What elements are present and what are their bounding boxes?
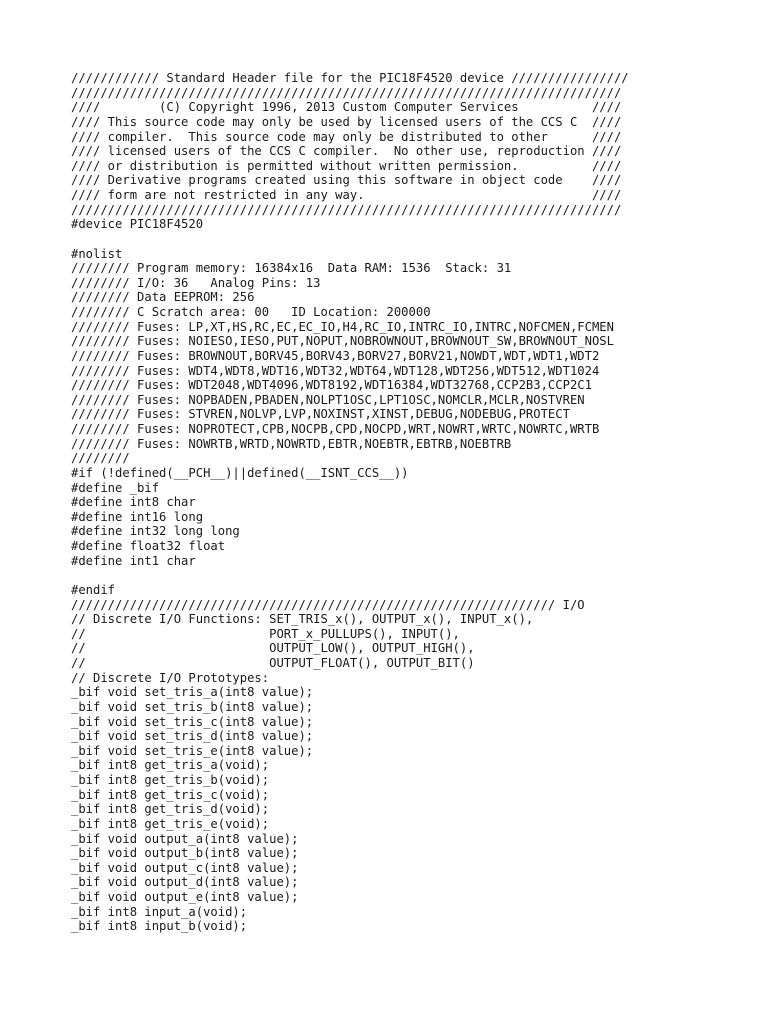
code-line: //////// I/O: 36 Analog Pins: 13 (71, 275, 321, 290)
code-line (71, 232, 629, 247)
code-line: _bif void output_b(int8 value); (71, 846, 299, 861)
code-line: /////////////////////////////////////////////////////////////////////////// (71, 202, 622, 217)
code-line: #define int16 long (71, 509, 204, 524)
code-line: //////// Fuses: NOIESO,IESO,PUT,NOPUT,NOBROWNOUT,BROWNOUT_SW,BROWNOUT_NOSL (71, 334, 614, 349)
code-line: //////// Fuses: LP,XT,HS,RC,EC,EC_IO,H4,RC_IO,INTRC_IO,INTRC,NOFCMEN,FCMEN (71, 319, 614, 334)
code-line: #endif (71, 582, 116, 597)
code-line: //////// (71, 451, 130, 466)
code-line: _bif void set_tris_e(int8 value); (71, 743, 314, 758)
code-line: _bif int8 input_a(void); (71, 904, 248, 919)
code-line: /////////////////////////////////////////////////////////////////////////// (71, 85, 622, 100)
code-line: _bif void set_tris_a(int8 value); (71, 685, 314, 700)
code-line: //// (C) Copyright 1996, 2013 Custom Computer Services //// (71, 100, 622, 115)
code-line: //////// Fuses: NOPBADEN,PBADEN,NOLPT1OSC,LPT1OSC,NOMCLR,MCLR,NOSTVREN (71, 392, 585, 407)
code-line: //// or distribution is permitted without written permission. //// (71, 158, 622, 173)
code-line: //// form are not restricted in any way. //// (71, 188, 622, 202)
source-code-block (71, 71, 629, 934)
code-line: #define int1 char (71, 553, 196, 568)
code-line: #define int32 long long (71, 524, 240, 539)
code-line: _bif void set_tris_d(int8 value); (71, 729, 314, 744)
code-line: //// Derivative programs created using this software in object code //// (71, 173, 622, 188)
code-line: //////// Fuses: WDT2048,WDT4096,WDT8192,WDT16384,WDT32768,CCP2B3,CCP2C1 (71, 378, 592, 393)
code-line: //////// Fuses: WDT4,WDT8,WDT16,WDT32,WDT64,WDT128,WDT256,WDT512,WDT1024 (71, 363, 600, 378)
code-line: #define int8 char (71, 495, 196, 510)
code-line: //////// Fuses: BROWNOUT,BORV45,BORV43,BORV27,BORV21,NOWDT,WDT,WDT1,WDT2 (71, 348, 600, 363)
code-line: _bif void set_tris_b(int8 value); (71, 699, 314, 714)
code-line: // Discrete I/O Prototypes: (71, 670, 270, 685)
code-line: _bif int8 get_tris_b(void); (71, 773, 270, 787)
code-line: // OUTPUT_LOW(), OUTPUT_HIGH(), (71, 641, 475, 656)
code-line: _bif void set_tris_c(int8 value); (71, 714, 314, 729)
code-line: _bif void output_e(int8 value); (71, 890, 299, 904)
code-line: //////////// Standard Header file for the PIC18F4520 device //////////////// (71, 71, 629, 85)
code-line: //// This source code may only be used by licensed users of the CCS C //// (71, 114, 622, 129)
code-line: _bif int8 get_tris_c(void); (71, 787, 270, 802)
code-line: //////// Data EEPROM: 256 (71, 290, 255, 305)
code-line: _bif void output_a(int8 value); (71, 831, 299, 846)
code-line: #device PIC18F4520 (71, 217, 204, 232)
code-line: //////// Fuses: NOPROTECT,CPB,NOCPB,CPD,NOCPD,WRT,NOWRT,WRTC,NOWRTC,WRTB (71, 422, 600, 436)
code-line: //////// Fuses: NOWRTB,WRTD,NOWRTD,EBTR,NOEBTR,EBTRB,NOEBTRB (71, 436, 512, 451)
code-line: _bif int8 input_b(void); (71, 919, 248, 934)
code-line: _bif int8 get_tris_a(void); (71, 758, 270, 773)
code-line: //////// C Scratch area: 00 ID Location: 200000 (71, 305, 431, 319)
code-line: _bif int8 get_tris_e(void); (71, 816, 270, 831)
code-line: _bif void output_d(int8 value); (71, 875, 299, 890)
code-line: #if (!defined(__PCH__)||defined(__ISNT_CCS__)) (71, 465, 409, 480)
code-line: ////////////////////////////////////////////////////////////////// I/O (71, 597, 585, 612)
code-line: //// licensed users of the CCS C compiler. No other use, reproduction //// (71, 144, 622, 159)
code-line: //////// Fuses: STVREN,NOLVP,LVP,NOXINST,XINST,DEBUG,NODEBUG,PROTECT (71, 407, 570, 422)
code-line: #define _bif (71, 480, 160, 495)
code-line: _bif void output_c(int8 value); (71, 860, 299, 875)
code-line: #define float32 float (71, 539, 226, 553)
code-line: _bif int8 get_tris_d(void); (71, 802, 270, 817)
code-line: #nolist (71, 246, 123, 261)
code-line (71, 568, 629, 583)
code-line: // Discrete I/O Functions: SET_TRIS_x(), OUTPUT_x(), INPUT_x(), (71, 612, 534, 627)
code-line: // OUTPUT_FLOAT(), OUTPUT_BIT() (71, 656, 475, 670)
code-line: //// compiler. This source code may only be distributed to other //// (71, 129, 622, 144)
code-line: //////// Program memory: 16384x16 Data RAM: 1536 Stack: 31 (71, 261, 512, 276)
code-line: // PORT_x_PULLUPS(), INPUT(), (71, 626, 460, 641)
